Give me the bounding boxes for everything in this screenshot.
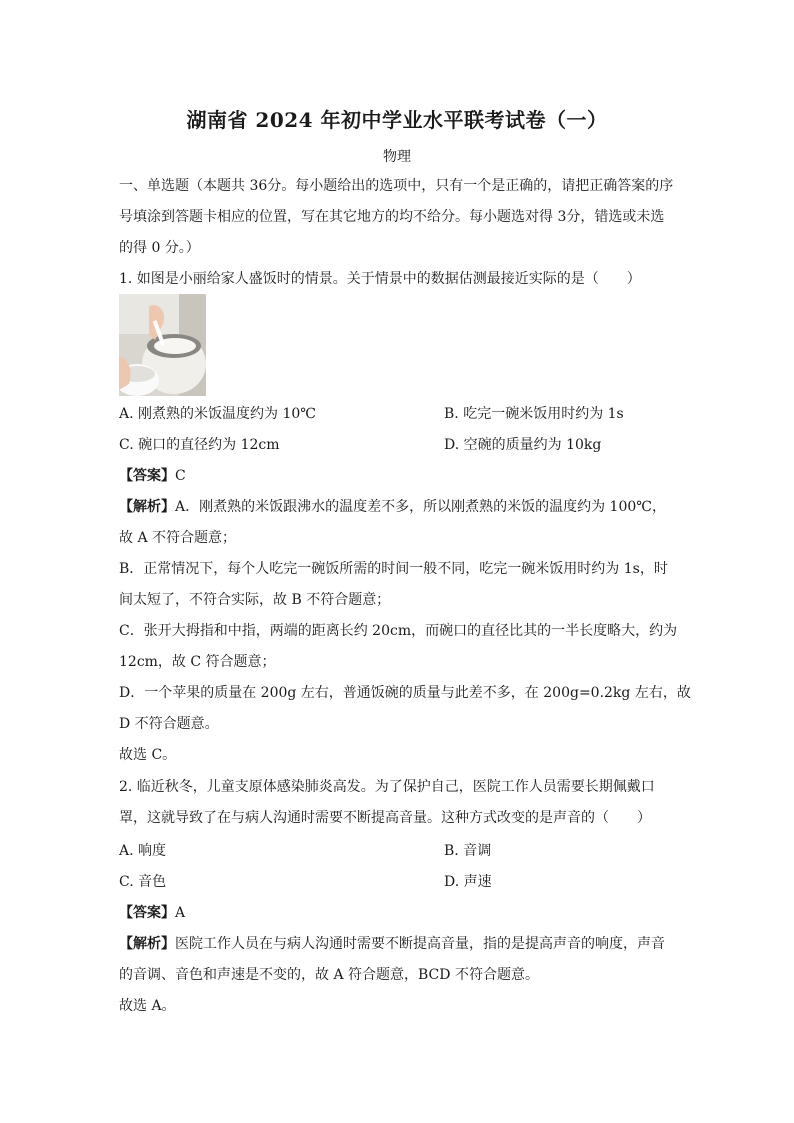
analysis-label: 【解析】 xyxy=(119,499,175,515)
section-intro-line: 的得 0 分。） xyxy=(119,240,200,256)
q1-analysis-line: D．一个苹果的质量在 200g 左右，普通饭碗的质量与此差不多，在 200g=0.2kg 左右，故 xyxy=(119,685,691,701)
section-intro-line: 一、单选题（本题共 36分。每小题给出的选项中，只有一个是正确的，请把正确答案的序 xyxy=(119,178,674,194)
q1-option-a: A. 刚煮熟的米饭温度约为 10℃ xyxy=(119,406,316,422)
rice-serving-illustration xyxy=(119,294,206,396)
q1-analysis-line: 故 A 不符合题意； xyxy=(119,530,237,546)
q2-option-a: A. 响度 xyxy=(119,843,167,859)
q1-option-c: C. 碗口的直径约为 12cm xyxy=(119,437,280,453)
q2-analysis-line xyxy=(119,934,679,954)
q1-analysis-line: B．正常情况下，每个人吃完一碗饭所需的时间一般不同，吃完一碗米饭用时约为 1s，时 xyxy=(119,561,668,577)
question-2-stem: 罩，这就导致了在与病人沟通时需要不断提高音量。这种方式改变的是声音的（ ） xyxy=(119,810,651,826)
page-title: 湖南省 2024 年初中学业水平联考试卷（一） xyxy=(186,108,608,132)
q1-answer xyxy=(119,466,679,486)
rice-serving-photo xyxy=(119,294,206,396)
q1-analysis-line xyxy=(119,497,679,517)
q2-conclusion: 故选 A。 xyxy=(119,998,176,1014)
q1-analysis-line: 12cm，故 C 符合题意； xyxy=(119,654,276,670)
section-intro-line: 号填涂到答题卡相应的位置，写在其它地方的均不给分。每小题选对得 3分，错选或未选 xyxy=(119,209,665,225)
question-2-stem: 2. 临近秋冬，儿童支原体感染肺炎高发。为了保护自己，医院工作人员需要长期佩戴口 xyxy=(119,779,655,795)
q2-option-b: B. 音调 xyxy=(444,843,492,859)
analysis-text: 医院工作人员在与病人沟通时需要不断提高音量，指的是提高声音的响度，声音 xyxy=(175,936,665,952)
q1-option-b: B. 吃完一碗米饭用时约为 1s xyxy=(444,406,624,422)
q2-option-d: D. 声速 xyxy=(444,874,492,890)
q1-analysis-line: C．张开大拇指和中指，两端的距离长约 20cm，而碗口的直径比其的一半长度略大，约为 xyxy=(119,623,678,639)
q2-analysis-line: 的音调、音色和声速是不变的，故 A 符合题意，BCD 不符合题意。 xyxy=(119,967,539,983)
analysis-text: A．刚煮熟的米饭跟沸水的温度差不多，所以刚煮熟的米饭的温度约为 100℃， xyxy=(175,499,666,515)
question-1-stem: 1. 如图是小丽给家人盛饭时的情景。关于情景中的数据估测最接近实际的是（ ） xyxy=(119,271,641,287)
q1-analysis-line: D 不符合题意。 xyxy=(119,716,219,732)
q1-analysis-line: 间太短了，不符合实际，故 B 不符合题意； xyxy=(119,592,391,608)
answer-value: A xyxy=(175,905,186,921)
answer-label: 【答案】 xyxy=(119,468,175,484)
answer-value: C xyxy=(175,468,186,484)
q2-answer xyxy=(119,903,679,923)
answer-label: 【答案】 xyxy=(119,905,175,921)
analysis-label: 【解析】 xyxy=(119,936,175,952)
q1-option-d: D. 空碗的质量约为 10kg xyxy=(444,437,602,453)
subject-label: 物理 xyxy=(383,149,411,165)
q1-conclusion: 故选 C。 xyxy=(119,747,177,763)
q2-option-c: C. 音色 xyxy=(119,874,167,890)
